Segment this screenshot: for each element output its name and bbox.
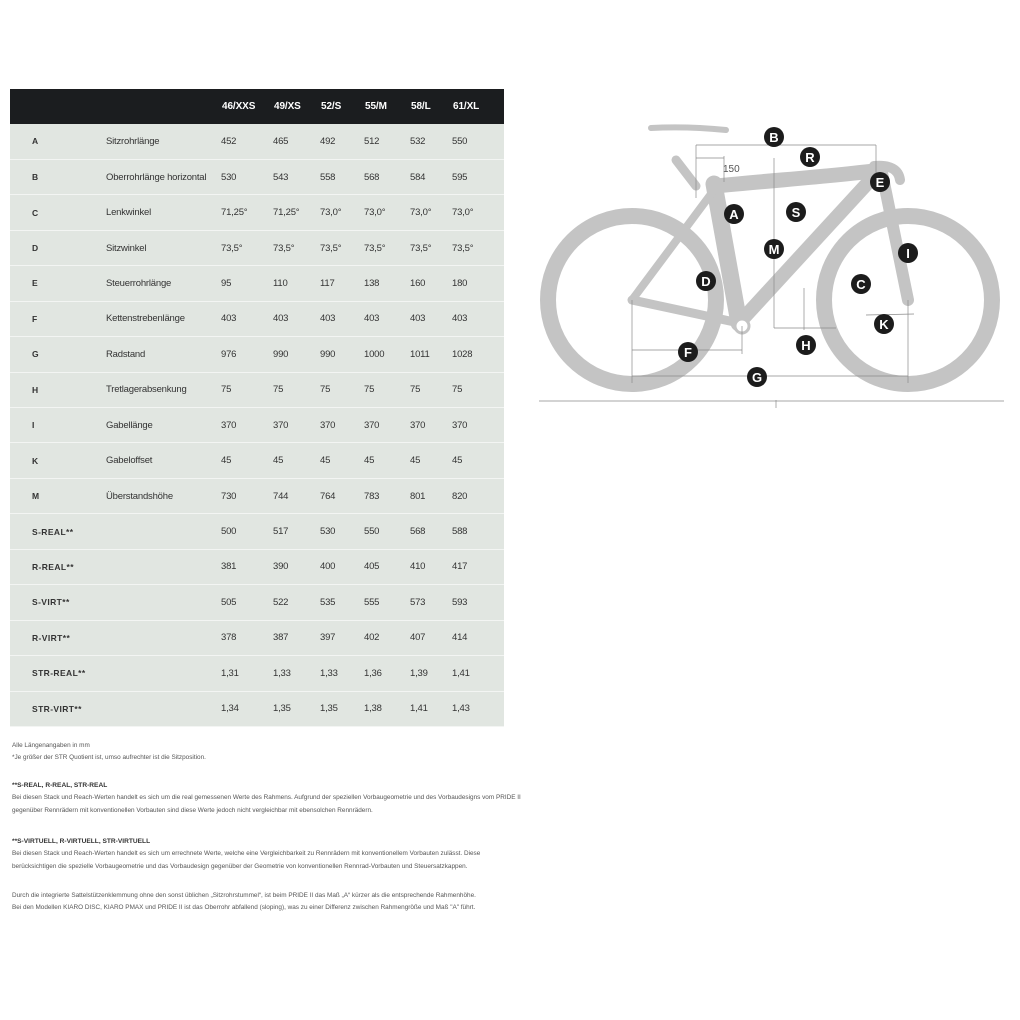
table-row bbox=[10, 478, 504, 513]
header-empty-label bbox=[106, 89, 221, 124]
svg-text:E: E bbox=[875, 175, 885, 190]
real-line-2: gegenüber Rennrädern mit konventionellen Vorbauten sind diese Werte jedoch nicht vergleichbar mit ebensolchen Rennrädern. bbox=[12, 806, 373, 814]
measure-value: 1,41 bbox=[452, 656, 504, 691]
seat-line-1: Durch die integrierte Sattelstützenklemmung ohne den sonst üblichen „Sitzrohrstummel“, ist beim PRIDE II das Maß „A“ kürzer als die entsprechende Rahmenhöhe. bbox=[12, 892, 476, 899]
measure-value: 73,5° bbox=[410, 230, 452, 265]
measure-value: 390 bbox=[273, 549, 320, 584]
measure-value: 381 bbox=[221, 549, 273, 584]
units-note: Alle Längenangaben in mm bbox=[12, 742, 90, 749]
marker-h bbox=[796, 335, 816, 355]
dimension-150-label: 150 bbox=[723, 164, 740, 175]
measure-value: 990 bbox=[320, 337, 364, 372]
svg-text:R: R bbox=[805, 150, 815, 165]
notes-block-units bbox=[12, 740, 512, 765]
measure-value: 976 bbox=[221, 337, 273, 372]
measure-value: 73,0° bbox=[410, 195, 452, 230]
real-line-1: Bei diesen Stack und Reach-Werten handelt es sich um die real gemessenen Werte des Rahmens. Aufgrund der speziellen Vorbaugeometrie und des Vorbaudesigns vom PRIDE II bbox=[12, 794, 521, 802]
measure-value: 403 bbox=[273, 301, 320, 336]
measure-value: 370 bbox=[320, 408, 364, 443]
size-header: 49/XS bbox=[274, 101, 301, 112]
measure-value: 1011 bbox=[410, 337, 452, 372]
measure-value: 387 bbox=[273, 620, 320, 655]
measure-value: 1000 bbox=[364, 337, 410, 372]
svg-text:A: A bbox=[729, 207, 739, 222]
header-empty-code bbox=[10, 89, 106, 124]
measure-value: 75 bbox=[320, 372, 364, 407]
measure-label: Steuerrohrlänge bbox=[106, 266, 221, 301]
svg-text:C: C bbox=[856, 277, 866, 292]
measure-value: 500 bbox=[221, 514, 273, 549]
measure-code: A bbox=[10, 124, 106, 159]
measure-label: Gabellänge bbox=[106, 408, 221, 443]
measure-code: I bbox=[10, 408, 106, 443]
measure-value: 417 bbox=[452, 549, 504, 584]
measure-code: C bbox=[10, 195, 106, 230]
measure-value: 550 bbox=[452, 124, 504, 159]
marker-m bbox=[764, 239, 784, 259]
measure-value: 593 bbox=[452, 585, 504, 620]
measure-value: 45 bbox=[452, 443, 504, 478]
measure-code: R-REAL** bbox=[10, 549, 106, 584]
table-row bbox=[10, 620, 504, 655]
measure-code: R-VIRT** bbox=[10, 620, 106, 655]
virt-title: **S-VIRTUELL, R-VIRTUELL, STR-VIRTUELL bbox=[12, 838, 151, 845]
measure-label: Kettenstrebenlänge bbox=[106, 301, 221, 336]
measure-code: H bbox=[10, 372, 106, 407]
measure-value: 370 bbox=[273, 408, 320, 443]
measure-value: 1,31 bbox=[221, 656, 273, 691]
measure-value: 75 bbox=[452, 372, 504, 407]
measure-value: 820 bbox=[452, 478, 504, 513]
measure-code: B bbox=[10, 159, 106, 194]
size-header: 55/M bbox=[365, 101, 387, 112]
measure-value: 764 bbox=[320, 478, 364, 513]
measure-value: 543 bbox=[273, 159, 320, 194]
measure-value: 73,0° bbox=[320, 195, 364, 230]
svg-text:G: G bbox=[751, 370, 763, 385]
measure-value: 370 bbox=[452, 408, 504, 443]
measure-value: 73,5° bbox=[273, 230, 320, 265]
size-header: 58/L bbox=[411, 101, 431, 112]
notes-block-real bbox=[12, 780, 521, 817]
measure-label: Radstand bbox=[106, 337, 221, 372]
measure-value: 73,5° bbox=[364, 230, 410, 265]
measure-value: 801 bbox=[410, 478, 452, 513]
measure-code: F bbox=[10, 301, 106, 336]
marker-i bbox=[898, 243, 918, 263]
geometry-table bbox=[10, 89, 504, 727]
measure-value: 517 bbox=[273, 514, 320, 549]
measure-value: 465 bbox=[273, 124, 320, 159]
measure-value: 110 bbox=[273, 266, 320, 301]
measure-value: 1,33 bbox=[273, 656, 320, 691]
measure-value: 492 bbox=[320, 124, 364, 159]
measure-label: Lenkwinkel bbox=[106, 195, 221, 230]
measure-value: 73,5° bbox=[221, 230, 273, 265]
size-header: 46/XXS bbox=[222, 101, 256, 112]
table-row bbox=[10, 372, 504, 407]
svg-text:B: B bbox=[769, 130, 779, 145]
marker-b bbox=[764, 127, 784, 147]
measure-code: D bbox=[10, 230, 106, 265]
measure-value: 588 bbox=[452, 514, 504, 549]
measure-value: 138 bbox=[364, 266, 410, 301]
measure-label: Überstandshöhe bbox=[106, 478, 221, 513]
measure-value: 530 bbox=[221, 159, 273, 194]
measure-code: G bbox=[10, 337, 106, 372]
table-header bbox=[10, 89, 504, 124]
measure-value: 595 bbox=[452, 159, 504, 194]
measure-value: 568 bbox=[364, 159, 410, 194]
measure-value: 573 bbox=[410, 585, 452, 620]
measure-value: 403 bbox=[452, 301, 504, 336]
measure-value: 73,0° bbox=[452, 195, 504, 230]
measure-value: 535 bbox=[320, 585, 364, 620]
measure-value: 397 bbox=[320, 620, 364, 655]
marker-k bbox=[874, 314, 894, 334]
virt-line-1: Bei diesen Stack und Reach-Werten handelt es sich um errechnete Werte, welche eine Vergleichbarkeit zu Rennrädern mit konventionellem Vorbauten zulässt. Diese bbox=[12, 850, 481, 858]
measure-value: 403 bbox=[221, 301, 273, 336]
measure-value: 990 bbox=[273, 337, 320, 372]
marker-c bbox=[851, 274, 871, 294]
measure-value: 45 bbox=[273, 443, 320, 478]
measure-label bbox=[106, 620, 221, 655]
measure-value: 555 bbox=[364, 585, 410, 620]
str-note: *Je größer der STR Quotient ist, umso aufrechter ist die Sitzposition. bbox=[12, 754, 206, 762]
table-body bbox=[10, 124, 504, 726]
marker-s bbox=[786, 202, 806, 222]
svg-text:K: K bbox=[879, 317, 889, 332]
measure-value: 370 bbox=[410, 408, 452, 443]
measure-value: 1,35 bbox=[273, 691, 320, 726]
measure-value: 505 bbox=[221, 585, 273, 620]
measure-value: 71,25° bbox=[273, 195, 320, 230]
notes-block-seat bbox=[12, 890, 512, 915]
measure-label bbox=[106, 514, 221, 549]
measure-value: 452 bbox=[221, 124, 273, 159]
measure-code: STR-VIRT** bbox=[10, 691, 106, 726]
marker-e bbox=[870, 172, 890, 192]
measure-value: 73,0° bbox=[364, 195, 410, 230]
measure-value: 1,35 bbox=[320, 691, 364, 726]
measure-value: 405 bbox=[364, 549, 410, 584]
measure-value: 71,25° bbox=[221, 195, 273, 230]
measure-value: 1028 bbox=[452, 337, 504, 372]
measure-label bbox=[106, 691, 221, 726]
measure-label: Tretlagerabsenkung bbox=[106, 372, 221, 407]
table-row bbox=[10, 124, 504, 159]
measure-label: Gabeloffset bbox=[106, 443, 221, 478]
measure-value: 550 bbox=[364, 514, 410, 549]
measure-code: STR-REAL** bbox=[10, 656, 106, 691]
measure-code: S-REAL** bbox=[10, 514, 106, 549]
measure-value: 160 bbox=[410, 266, 452, 301]
measure-value: 402 bbox=[364, 620, 410, 655]
measure-value: 1,41 bbox=[410, 691, 452, 726]
table-row bbox=[10, 159, 504, 194]
marker-r bbox=[800, 147, 820, 167]
table-row bbox=[10, 230, 504, 265]
measure-value: 75 bbox=[273, 372, 320, 407]
table-row bbox=[10, 337, 504, 372]
measure-value: 532 bbox=[410, 124, 452, 159]
measure-value: 558 bbox=[320, 159, 364, 194]
notes-block-virt bbox=[12, 836, 512, 873]
virt-line-2: berücksichtigen die spezielle Vorbaugeometrie und das Vorbaudesign gegenüber der Geometrie von konventionellen Rennrad-Vorbauten und Steuersatzkappen. bbox=[12, 862, 468, 870]
measure-value: 73,5° bbox=[320, 230, 364, 265]
measure-value: 45 bbox=[320, 443, 364, 478]
measure-label: Oberrohrlänge horizontal bbox=[106, 159, 221, 194]
measure-value: 370 bbox=[221, 408, 273, 443]
marker-g bbox=[747, 367, 767, 387]
measure-value: 410 bbox=[410, 549, 452, 584]
size-header: 61/XL bbox=[453, 101, 480, 112]
measure-label: Sitzwinkel bbox=[106, 230, 221, 265]
measure-value: 75 bbox=[410, 372, 452, 407]
measure-value: 45 bbox=[221, 443, 273, 478]
table-row bbox=[10, 585, 504, 620]
marker-a bbox=[724, 204, 744, 224]
measure-value: 1,43 bbox=[452, 691, 504, 726]
measure-value: 1,34 bbox=[221, 691, 273, 726]
measure-code: K bbox=[10, 443, 106, 478]
measure-code: E bbox=[10, 266, 106, 301]
measure-value: 403 bbox=[410, 301, 452, 336]
table-row bbox=[10, 549, 504, 584]
measure-value: 530 bbox=[320, 514, 364, 549]
measure-label bbox=[106, 656, 221, 691]
measure-label bbox=[106, 549, 221, 584]
table-row bbox=[10, 195, 504, 230]
measure-value: 783 bbox=[364, 478, 410, 513]
measure-value: 117 bbox=[320, 266, 364, 301]
seat-line-2: Bei den Modellen KIARO DISC, KIARO PMAX und PRIDE II ist das Oberrohr abfallend (sloping), was zu einer Differenz zwischen Rahmengröße und Maß "A" führt. bbox=[12, 904, 476, 912]
bike-geometry-diagram bbox=[536, 118, 1008, 408]
measure-value: 75 bbox=[364, 372, 410, 407]
measure-value: 180 bbox=[452, 266, 504, 301]
svg-text:I: I bbox=[906, 246, 910, 261]
measure-value: 414 bbox=[452, 620, 504, 655]
measure-value: 403 bbox=[364, 301, 410, 336]
svg-text:D: D bbox=[701, 274, 711, 289]
svg-text:F: F bbox=[684, 345, 692, 360]
measure-label: Sitzrohrlänge bbox=[106, 124, 221, 159]
measure-value: 1,36 bbox=[364, 656, 410, 691]
table-row bbox=[10, 691, 504, 726]
table-row bbox=[10, 443, 504, 478]
measure-code: S-VIRT** bbox=[10, 585, 106, 620]
measure-value: 378 bbox=[221, 620, 273, 655]
measure-value: 73,5° bbox=[452, 230, 504, 265]
measure-value: 512 bbox=[364, 124, 410, 159]
measure-value: 730 bbox=[221, 478, 273, 513]
svg-text:S: S bbox=[791, 205, 801, 220]
measure-value: 45 bbox=[364, 443, 410, 478]
size-header: 52/S bbox=[321, 101, 342, 112]
measure-code: M bbox=[10, 478, 106, 513]
marker-d bbox=[696, 271, 716, 291]
table-row bbox=[10, 408, 504, 443]
table-row bbox=[10, 301, 504, 336]
real-title: **S-REAL, R-REAL, STR-REAL bbox=[12, 782, 108, 789]
measure-value: 1,39 bbox=[410, 656, 452, 691]
measure-value: 403 bbox=[320, 301, 364, 336]
measure-value: 1,33 bbox=[320, 656, 364, 691]
measure-value: 407 bbox=[410, 620, 452, 655]
measure-label bbox=[106, 585, 221, 620]
table-row bbox=[10, 266, 504, 301]
measure-value: 45 bbox=[410, 443, 452, 478]
measure-value: 95 bbox=[221, 266, 273, 301]
measure-value: 568 bbox=[410, 514, 452, 549]
measure-value: 75 bbox=[221, 372, 273, 407]
measure-value: 370 bbox=[364, 408, 410, 443]
table-row bbox=[10, 514, 504, 549]
table-row bbox=[10, 656, 504, 691]
measure-value: 584 bbox=[410, 159, 452, 194]
svg-text:H: H bbox=[801, 338, 811, 353]
marker-f bbox=[678, 342, 698, 362]
measure-value: 400 bbox=[320, 549, 364, 584]
svg-text:M: M bbox=[768, 242, 780, 257]
measure-value: 522 bbox=[273, 585, 320, 620]
measure-value: 1,38 bbox=[364, 691, 410, 726]
size-header-row bbox=[10, 89, 504, 124]
measure-value: 744 bbox=[273, 478, 320, 513]
